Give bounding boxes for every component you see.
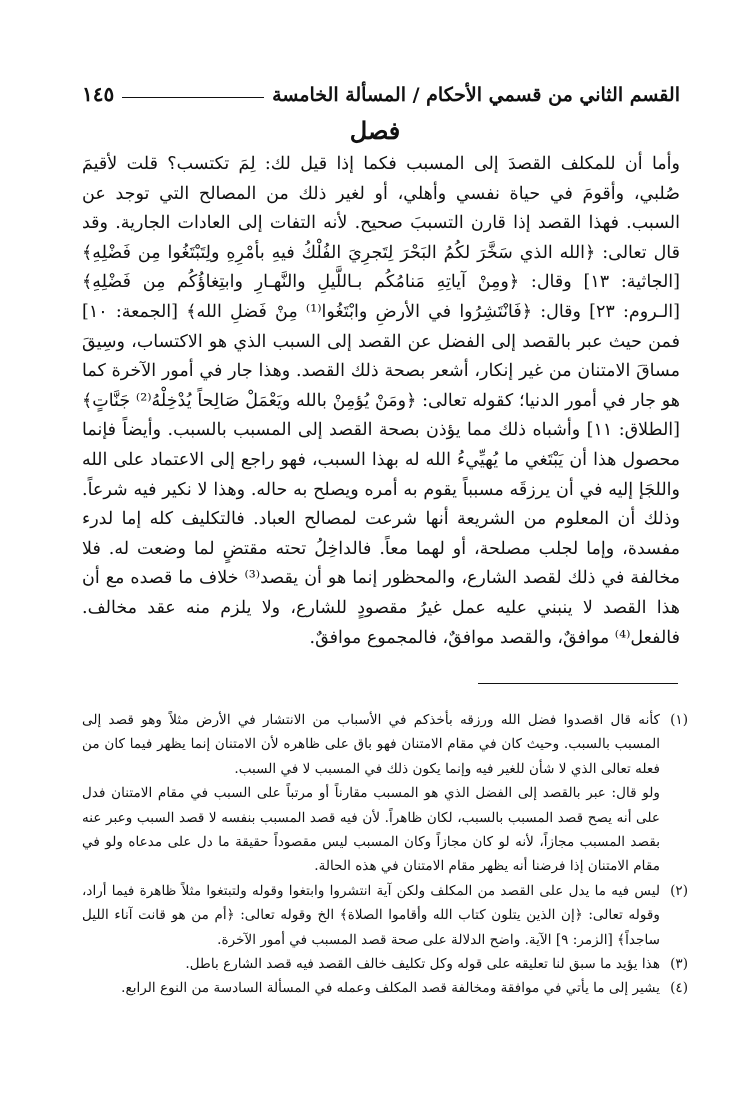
footnote-number: (٤) bbox=[670, 980, 688, 997]
page-number: ١٤٥ bbox=[82, 82, 115, 106]
footnote-3 bbox=[82, 952, 688, 976]
section-title: فصل bbox=[349, 116, 401, 145]
body-paragraph: وأما أن للمكلف القصدَ إلى المسبب فكما إذا قيل لك: لِمَ تكتسب؟ قلت لأقيمَ صُلبي، وأقومَ في حياة نفسي وأهلي، أو لغير ذلك من المصالح التي توجد عن السبب. فهذا القصد إذا قارن التسببَ صحيح. لأنه التفات إلى العادات الجارية. وقد قال تعالى: ﴿الله الذي سَخَّرَ لكُمُ البَحْرَ لِتَجرِيَ الفُلْكُ فيهِ بأمْرِهِ ولِتَبْتَغُوا مِن فَضْلِهِ﴾ [الجاثية: ١٣] وقال: ﴿ومِنْ آياتِهِ مَنامُكُم بـاللَّيلِ والنَّهـارِ وابتِغاؤُكُم مِن فَضْلِهِ﴾ [الـروم: ٢٣] وقال: ﴿فَانْتَشِرُوا في الأرضِ وابْتَغُوا⁽¹⁾ مِنْ فَضلِ الله﴾ [الجمعة: ١٠] فمن حيث عبر بالقصد إلى الفضل عن القصد إلى السبب الذي هو الاكتساب، وسِيقَ مساقَ الامتنان من غير إنكار، أشعر بصحة ذلك القصد. وهذا جار في أمور الآخرة كما هو جار في أمور الدنيا؛ كقوله تعالى: ﴿ومَنْ يُؤمِنْ بالله ويَعْمَلْ صَالِحاً يُدْخِلْهُ⁽²⁾ جَنَّاتٍ﴾ [الطلاق: ١١] وأشباه ذلك مما يؤذن بصحة القصد إلى المسبب بالسبب. وأيضاً فإنما محصول هذا أن يَبْتَغي ما يُهيِّيءُ الله له بهذا السبب، فهو راجع إلى الاعتماد على الله واللجَإ إليه في أن يرزقَه مسبباً يقوم به أمره ويصلح به حاله. وهذا لا نكير فيه شرعاً. وذلك أن المعلوم من الشريعة أنها شرعت لمصالح العباد. فالتكليف كله إما لدرء مفسدة، وإما لجلب مصلحة، أو لهما معاً. فالداخِلُ تحته مقتضٍ لما وضعت له. فلا مخالفة في ذلك لقصد الشارع، والمحظور إنما هو أن يقصد⁽³⁾ خلاف ما قصده مع أن هذا القصد لا ينبني عليه عمل غيرُ مقصودٍ للشارع، ولا يلزم منه عقد مخالف. فالفعل⁽⁴⁾ موافقٌ، والقصد موافقٌ، فالمجموع موافقٌ. bbox=[82, 154, 681, 648]
footnote-text: ليس فيه ما يدل على القصد من المكلف ولكن آية انتشروا وابتغوا وقوله ولتبتغوا مثلاً ظاهرة فيما أراد، وقوله تعالى: ﴿إن الذين يتلون كتاب الله وأقاموا الصلاة﴾ الخ وقوله تعالى: ﴿أم من هو قانت آناء الليل ساجداً﴾ [الزمر: ٩] الآية. واضح الدلالة على صحة قصد المسبب في أمور الآخرة. bbox=[82, 882, 660, 948]
footnote-text: هذا يؤيد ما سبق لنا تعليقه على قوله وكل تكليف خالف القصد فيه قصد الشارع باطل. bbox=[185, 956, 660, 973]
footnote-number: (٣) bbox=[670, 956, 688, 973]
footnote-text: يشير إلى ما يأتي في موافقة ومخالفة قصد المكلف وعمله في المسألة السادسة من النوع الرابع. bbox=[121, 980, 660, 997]
running-header bbox=[82, 76, 680, 106]
main-text bbox=[82, 150, 680, 653]
footnote-number: (٢) bbox=[670, 882, 688, 899]
header-title: القسم الثاني من قسمي الأحكام / المسألة الخامسة bbox=[272, 84, 680, 106]
footnotes bbox=[82, 708, 688, 1001]
footnote-4 bbox=[82, 976, 688, 1000]
footnote-number: (١) bbox=[670, 712, 688, 728]
footnote-text: كأنه قال اقصدوا فضل الله ورزقه بأخذكم في الأسباب من الانتشار في الأرض مثلاً وهو قصد إلى المسبب بالسبب. وحيث كان في مقام الامتنان فهو باق على ظاهره لأن الامتنان إنما يظهر فيما كان من فعله تعالى الذي لا شأن للغير فيه وإنما يكون ذلك في المسبب لا في السبب. bbox=[82, 712, 660, 777]
footnote-2 bbox=[82, 879, 688, 952]
footnote-continuation: ولو قال: عبر بالقصد إلى الفضل الذي هو المسبب مقارناً أو مرتباً على السبب في مقام الامتنان فدل على أنه يصح قصد المسبب بالسبب، لكان ظاهراً. لأن فيه قصد المسبب بنفسه لا قصد السبب وعبر عنه بقصد المسبب مجازاً، لأنه لو كان مجازاً وكان المسبب ليس مقصوداً حقيقة ما دل على مدعاه ولو في مقام الامتنان إذا فرضنا أنه يظهر مقام الامتنان في هذه الحالة. bbox=[82, 785, 660, 875]
footnote-separator bbox=[478, 683, 678, 684]
footnote-1 bbox=[82, 708, 688, 781]
header-rule bbox=[122, 97, 264, 98]
